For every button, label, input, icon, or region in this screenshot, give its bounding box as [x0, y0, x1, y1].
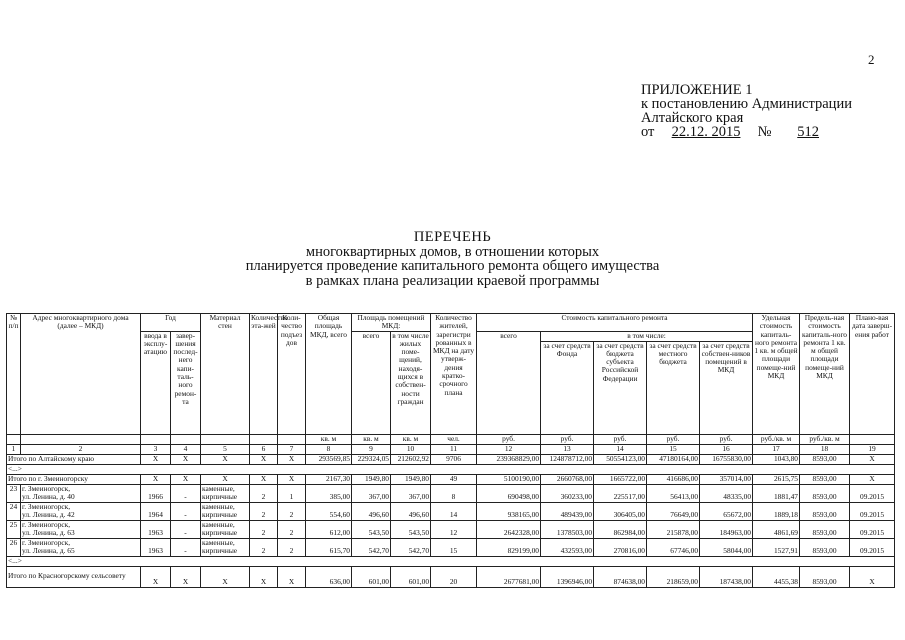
- units-empty-cell: [250, 434, 278, 444]
- col-header-repair-cost: Стоимость капитального ремонта: [477, 314, 753, 332]
- table-cell: 1966: [141, 484, 171, 502]
- col-header-floors: Количество эта-жей: [250, 314, 278, 435]
- table-cell: 8593,00: [800, 454, 850, 464]
- table-cell: 09.2015: [850, 484, 895, 502]
- col-header-premises-area: Площадь помещений МКД:: [352, 314, 431, 332]
- appendix-region: Алтайского края: [641, 110, 744, 126]
- table-cell: каменные, кирпичные: [201, 538, 250, 556]
- table-cell: 2: [250, 484, 278, 502]
- column-number-cell: 7: [278, 444, 306, 454]
- table-cell: 2: [278, 502, 306, 520]
- column-number-cell: 2: [21, 444, 141, 454]
- column-number-cell: 17: [753, 444, 800, 454]
- table-cell: 1378503,00: [541, 520, 594, 538]
- column-number-cell: 1: [7, 444, 21, 454]
- table-cell: 8: [431, 484, 477, 502]
- appendix-title: ПРИЛОЖЕНИЕ 1: [641, 82, 753, 98]
- table-cell: 4455,38: [753, 566, 800, 587]
- total-row-label: Итого по Алтайскому краю: [7, 454, 141, 464]
- address-city: г. Змеиногорск,: [22, 519, 71, 529]
- table-cell: 8593,00: [800, 566, 850, 587]
- table-cell: каменные, кирпичные: [201, 484, 250, 502]
- table-cell: 5100190,00: [477, 474, 541, 484]
- table-cell: 20: [431, 566, 477, 587]
- row-number: 23: [7, 484, 21, 502]
- column-number-cell: 14: [594, 444, 647, 454]
- table-row: [7, 484, 895, 502]
- table-cell: 8593,00: [800, 538, 850, 556]
- table-cell: 48335,00: [700, 484, 753, 502]
- row-number: 24: [7, 502, 21, 520]
- table-cell: 184963,00: [700, 520, 753, 538]
- table-row: [7, 502, 895, 520]
- table-cell: 2: [278, 520, 306, 538]
- table-cell: -: [171, 520, 201, 538]
- table-cell: 1: [278, 484, 306, 502]
- unit-cell: кв. м: [306, 434, 352, 444]
- date-label: от: [641, 124, 655, 140]
- table-cell: 09.2015: [850, 502, 895, 520]
- table-cell: 4861,69: [753, 520, 800, 538]
- table-cell: 187438,00: [700, 566, 753, 587]
- table-cell: 1881,47: [753, 484, 800, 502]
- column-number-cell: 8: [306, 444, 352, 454]
- number-label: №: [757, 124, 772, 140]
- table-cell: 542,70: [391, 538, 431, 556]
- col-header-residents: Количество жителей, зарегистри рованных в МКД на дату утверж-дения кратко-срочного плана: [431, 314, 477, 435]
- table-cell: X: [278, 454, 306, 464]
- table-cell: 367,00: [352, 484, 391, 502]
- col-header-cost-subject: за счет средств бюджета субъекта Российской Федерации: [594, 341, 647, 434]
- table-cell: 58044,00: [700, 538, 753, 556]
- unit-cell: руб.: [594, 434, 647, 444]
- table-cell: 2615,75: [753, 474, 800, 484]
- address-city: г. Змеиногорск,: [22, 501, 71, 511]
- table-cell: 1963: [141, 538, 171, 556]
- table-cell: 416686,00: [647, 474, 700, 484]
- col-header-specific-cost: Удельная стоимость капиталь-ного ремонта 1 кв. м общей площади помеще-ний МКД: [753, 314, 800, 435]
- unit-cell: руб.: [700, 434, 753, 444]
- table-cell: 9706: [431, 454, 477, 464]
- address-street: ул. Ленина, д. 42: [22, 509, 75, 519]
- address-cell: [21, 520, 141, 538]
- table-cell: X: [850, 454, 895, 464]
- table-cell: 2: [250, 502, 278, 520]
- column-number-cell: 16: [700, 444, 753, 454]
- col-header-cost-total: всего: [477, 331, 541, 434]
- table-cell: 50554123,00: [594, 454, 647, 464]
- table-cell: 306405,00: [594, 502, 647, 520]
- units-empty-cell: [141, 434, 171, 444]
- address-cell: [21, 484, 141, 502]
- ellipsis-row: [7, 556, 895, 566]
- table-cell: 1964: [141, 502, 171, 520]
- table-cell: 2: [250, 520, 278, 538]
- table-cell: 612,00: [306, 520, 352, 538]
- table-total-row: [7, 474, 895, 484]
- column-number-cell: 9: [352, 444, 391, 454]
- table-cell: 218659,00: [647, 566, 700, 587]
- table-total-row: [7, 454, 895, 464]
- unit-cell: кв. м: [391, 434, 431, 444]
- appendix-date-number: [641, 125, 852, 139]
- table-cell: X: [850, 474, 895, 484]
- col-header-premises-total: всего: [352, 331, 391, 434]
- unit-cell: руб.: [647, 434, 700, 444]
- table-cell: 601,00: [352, 566, 391, 587]
- column-number-cell: 13: [541, 444, 594, 454]
- address-cell: [21, 538, 141, 556]
- table-cell: 12: [431, 520, 477, 538]
- table-cell: X: [250, 474, 278, 484]
- table-cell: 690498,00: [477, 484, 541, 502]
- table-row: [7, 520, 895, 538]
- row-number: 25: [7, 520, 21, 538]
- table-cell: 357014,00: [700, 474, 753, 484]
- table-cell: X: [171, 454, 201, 464]
- table-cell: 8593,00: [800, 474, 850, 484]
- table-cell: -: [171, 502, 201, 520]
- table-cell: X: [201, 566, 250, 587]
- col-header-planned-date: Плано-вая дата заверш-ения работ: [850, 314, 895, 435]
- table-cell: 615,70: [306, 538, 352, 556]
- units-empty-cell: [850, 434, 895, 444]
- col-header-num: № п/п: [7, 314, 21, 435]
- col-header-cost-owners: за счет средств собствен-ников помещений в МКД: [700, 341, 753, 434]
- unit-cell: руб./кв. м: [753, 434, 800, 444]
- table-cell: 543,50: [352, 520, 391, 538]
- address-cell: [21, 502, 141, 520]
- col-header-total-area: Общая площадь МКД, всего: [306, 314, 352, 435]
- units-empty-cell: [7, 434, 21, 444]
- table-cell: 1527,91: [753, 538, 800, 556]
- unit-cell: руб.: [477, 434, 541, 444]
- appendix-block: [641, 83, 852, 139]
- table-cell: 2642328,00: [477, 520, 541, 538]
- table-cell: каменные, кирпичные: [201, 520, 250, 538]
- table-cell: 1396946,00: [541, 566, 594, 587]
- column-number-cell: 6: [250, 444, 278, 454]
- table-cell: 67746,00: [647, 538, 700, 556]
- table-cell: 496,60: [352, 502, 391, 520]
- table-cell: 2660768,00: [541, 474, 594, 484]
- unit-cell: кв. м: [352, 434, 391, 444]
- table-cell: 2677681,00: [477, 566, 541, 587]
- col-header-premises-residential: в том числе жилых поме-щений, находя-щихся в собствен-ности граждан: [391, 331, 431, 434]
- table-cell: X: [141, 454, 171, 464]
- table-cell: 496,60: [391, 502, 431, 520]
- address-city: г. Змеиногорск,: [22, 537, 71, 547]
- col-header-year: Год: [141, 314, 201, 332]
- table-cell: 09.2015: [850, 538, 895, 556]
- table-cell: 239368829,00: [477, 454, 541, 464]
- table-total-row: [7, 566, 895, 587]
- table-cell: 874638,00: [594, 566, 647, 587]
- units-row: [7, 434, 895, 444]
- table-cell: 14: [431, 502, 477, 520]
- column-number-cell: 4: [171, 444, 201, 454]
- table-cell: -: [171, 538, 201, 556]
- column-number-cell: 15: [647, 444, 700, 454]
- title-line-2: планируется проведение капитального ремонта общего имущества: [245, 258, 660, 274]
- table-cell: 360233,00: [541, 484, 594, 502]
- table-cell: X: [278, 566, 306, 587]
- total-row-label: Итого по Красногорскому сельсовету: [7, 566, 141, 587]
- table-cell: 554,60: [306, 502, 352, 520]
- table-cell: 76649,00: [647, 502, 700, 520]
- table-cell: 09.2015: [850, 520, 895, 538]
- unit-cell: руб./кв. м: [800, 434, 850, 444]
- table-cell: 1665722,00: [594, 474, 647, 484]
- table-cell: 229324,05: [352, 454, 391, 464]
- houses-table: [6, 313, 895, 588]
- resolution-date: 22.12. 2015: [671, 124, 741, 140]
- table-cell: 293569,85: [306, 454, 352, 464]
- title-line-3: в рамках плана реализации краевой программы: [305, 272, 600, 289]
- column-number-cell: 5: [201, 444, 250, 454]
- column-number-cell: 19: [850, 444, 895, 454]
- table-cell: 2: [250, 538, 278, 556]
- table-cell: 2: [278, 538, 306, 556]
- table-cell: 636,00: [306, 566, 352, 587]
- col-header-wall-material: Материал стен: [201, 314, 250, 435]
- table-cell: 49: [431, 474, 477, 484]
- resolution-number: 512: [797, 124, 819, 140]
- table-cell: X: [201, 454, 250, 464]
- table-cell: 1949,80: [352, 474, 391, 484]
- table-cell: 1043,80: [753, 454, 800, 464]
- table-cell: X: [850, 566, 895, 587]
- column-number-cell: 18: [800, 444, 850, 454]
- table-cell: 124878712,00: [541, 454, 594, 464]
- title-line-1: многоквартирных домов, в отношении которых: [305, 243, 600, 260]
- col-header-max-cost: Предель-ная стоимость капиталь-ного ремонта 1 кв. м общей площади помеще-ний МКД: [800, 314, 850, 435]
- table-cell: 215878,00: [647, 520, 700, 538]
- table-cell: 15: [431, 538, 477, 556]
- table-cell: X: [278, 474, 306, 484]
- ellipsis-cell: <...>: [7, 464, 895, 474]
- units-empty-cell: [201, 434, 250, 444]
- ellipsis-cell: <...>: [7, 556, 895, 566]
- address-street: ул. Ленина, д. 65: [22, 545, 75, 555]
- table-cell: 432593,00: [541, 538, 594, 556]
- address-street: ул. Ленина, д. 40: [22, 491, 75, 501]
- table-cell: 1963: [141, 520, 171, 538]
- table-cell: каменные, кирпичные: [201, 502, 250, 520]
- table-cell: 542,70: [352, 538, 391, 556]
- table-cell: X: [171, 566, 201, 587]
- table-cell: 367,00: [391, 484, 431, 502]
- column-numbers-row: [7, 444, 895, 454]
- table-cell: 385,00: [306, 484, 352, 502]
- col-header-cost-including: в том числе:: [541, 331, 753, 341]
- document-title: [0, 230, 905, 288]
- units-empty-cell: [21, 434, 141, 444]
- table-cell: 938165,00: [477, 502, 541, 520]
- table-cell: X: [141, 566, 171, 587]
- ellipsis-row: [7, 464, 895, 474]
- table-cell: 56413,00: [647, 484, 700, 502]
- address-street: ул. Ленина, д. 63: [22, 527, 75, 537]
- table-cell: 16755830,00: [700, 454, 753, 464]
- col-header-year-commission: ввода в эксплу-атацию: [141, 331, 171, 434]
- table-cell: 8593,00: [800, 484, 850, 502]
- address-city: г. Змеиногорск,: [22, 483, 71, 493]
- table-cell: 1889,18: [753, 502, 800, 520]
- row-number: 26: [7, 538, 21, 556]
- table-cell: X: [250, 566, 278, 587]
- table-cell: -: [171, 484, 201, 502]
- table-cell: 862984,00: [594, 520, 647, 538]
- table-cell: 1949,80: [391, 474, 431, 484]
- table-cell: 65672,00: [700, 502, 753, 520]
- table-cell: 8593,00: [800, 502, 850, 520]
- table-cell: X: [141, 474, 171, 484]
- table-cell: 2167,30: [306, 474, 352, 484]
- col-header-cost-local: за счет средств местного бюджета: [647, 341, 700, 434]
- table-cell: 212602,92: [391, 454, 431, 464]
- unit-cell: чел.: [431, 434, 477, 444]
- table-cell: X: [250, 454, 278, 464]
- col-header-cost-fund: за счет средств Фонда: [541, 341, 594, 434]
- col-header-address: Адрес многоквартирного дома (далее – МКД): [21, 314, 141, 435]
- table-cell: X: [201, 474, 250, 484]
- appendix-resolution: к постановлению Администрации: [641, 96, 852, 112]
- total-row-label: Итого по г. Змеиногорску: [7, 474, 141, 484]
- table-cell: 8593,00: [800, 520, 850, 538]
- table-cell: 543,50: [391, 520, 431, 538]
- column-number-cell: 3: [141, 444, 171, 454]
- table-cell: 829199,00: [477, 538, 541, 556]
- units-empty-cell: [278, 434, 306, 444]
- title-heading: ПЕРЕЧЕНЬ: [413, 229, 492, 245]
- table-cell: X: [171, 474, 201, 484]
- page-number: 2: [868, 52, 875, 67]
- table-cell: 601,00: [391, 566, 431, 587]
- unit-cell: руб.: [541, 434, 594, 444]
- col-header-year-last-repair: завер-шения послед-него капи-таль-ного ремон-та: [171, 331, 201, 434]
- table-cell: 47180164,00: [647, 454, 700, 464]
- table-cell: 225517,00: [594, 484, 647, 502]
- column-number-cell: 12: [477, 444, 541, 454]
- column-number-cell: 11: [431, 444, 477, 454]
- table-cell: 270816,00: [594, 538, 647, 556]
- table-cell: 489439,00: [541, 502, 594, 520]
- col-header-entrances: Коли-чество подъез дов: [278, 314, 306, 435]
- table-row: [7, 538, 895, 556]
- column-number-cell: 10: [391, 444, 431, 454]
- units-empty-cell: [171, 434, 201, 444]
